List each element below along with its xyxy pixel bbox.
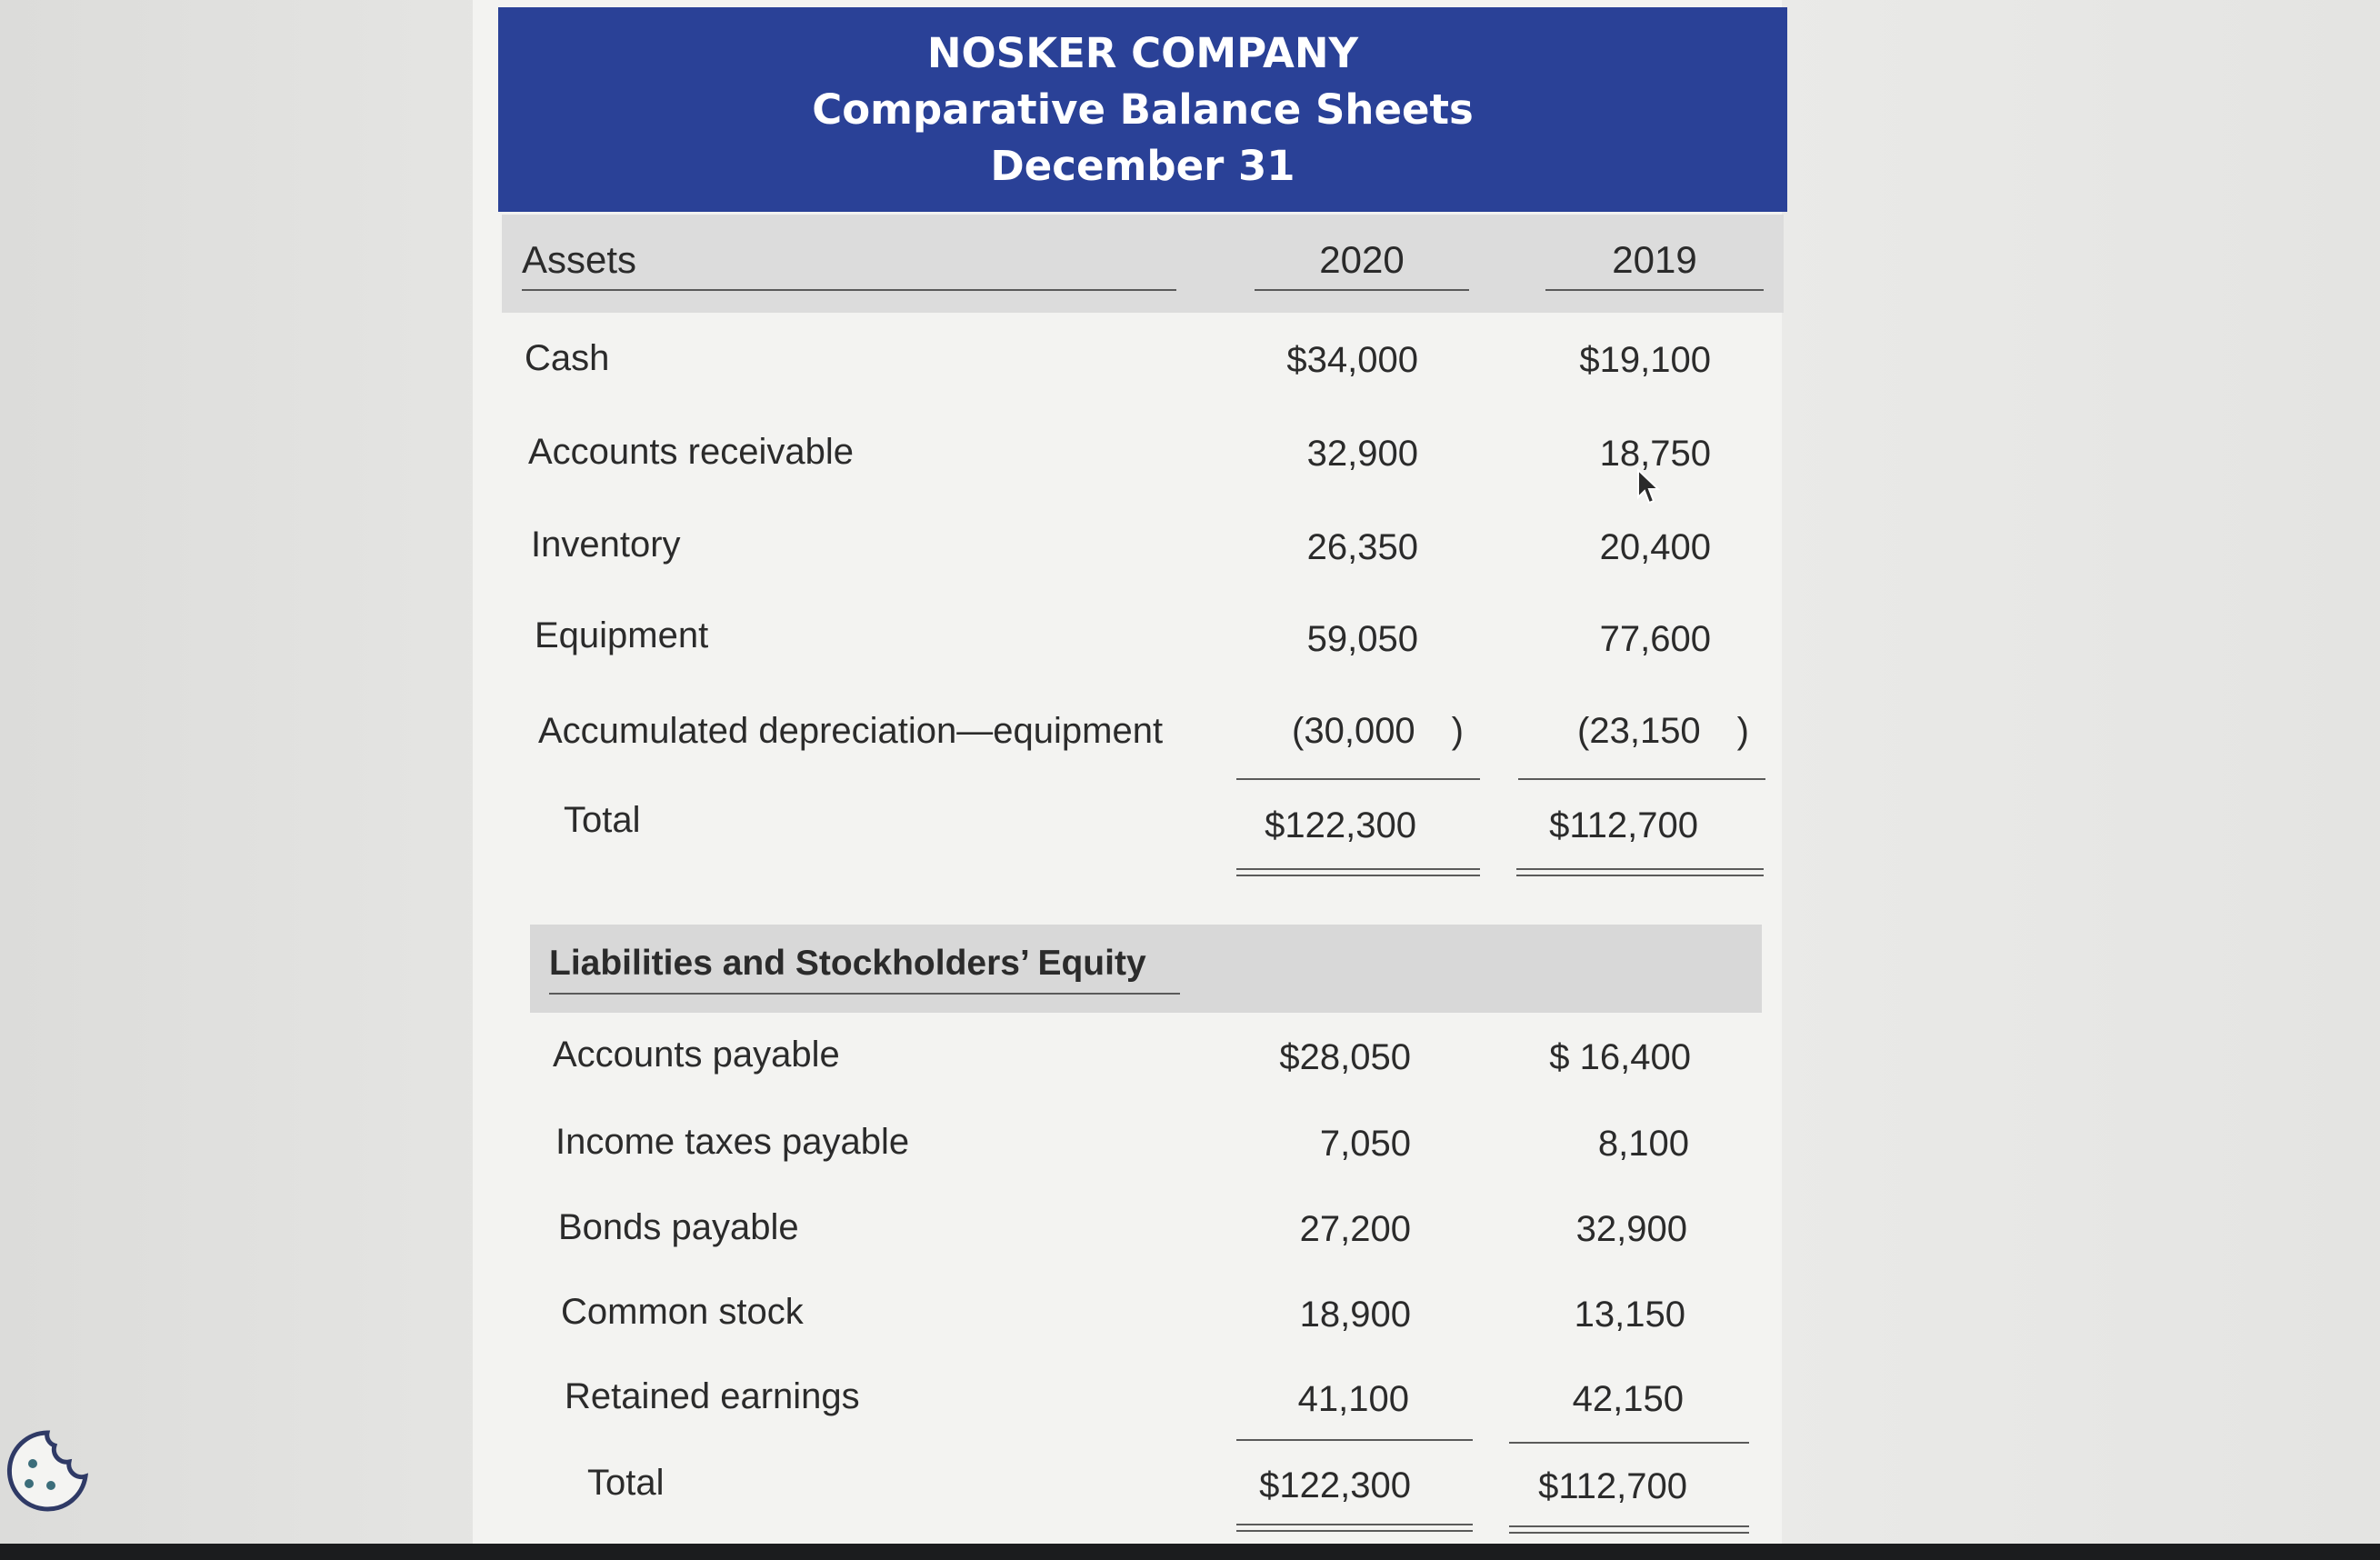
asset-cash-2020: $34,000 — [1286, 340, 1418, 380]
statement-title: Comparative Balance Sheets — [812, 85, 1474, 134]
asset-total-label: Total — [564, 800, 641, 840]
liabilities-heading-underline — [549, 993, 1180, 995]
column-2020-underline — [1255, 289, 1469, 291]
asset-equipment-2020: 59,050 — [1306, 619, 1418, 659]
asset-cash-2019: $19,100 — [1579, 340, 1711, 380]
equity-label-retained-earnings: Retained earnings — [565, 1376, 860, 1416]
mouse-pointer-icon — [1636, 468, 1664, 506]
liability-label-income-taxes: Income taxes payable — [555, 1122, 910, 1162]
asset-receivable-2020: 32,900 — [1306, 434, 1418, 474]
liability-total-2020: $122,300 — [1259, 1465, 1411, 1505]
column-2019-header: 2019 — [1612, 238, 1697, 281]
asset-depreciation-2019: (23,150 ) — [1577, 711, 1749, 751]
liability-2020-subtotal-line — [1236, 1439, 1473, 1441]
liability-label-accounts-payable: Accounts payable — [553, 1035, 840, 1075]
asset-label-accounts-receivable: Accounts receivable — [528, 432, 854, 472]
cookie-icon[interactable] — [2, 1425, 93, 1516]
statement-date: December 31 — [990, 142, 1295, 190]
asset-total-2019: $112,700 — [1549, 805, 1698, 845]
asset-inventory-2019: 20,400 — [1599, 527, 1711, 567]
liability-payable-2020: $28,050 — [1279, 1037, 1411, 1077]
liability-2019-total-double-line — [1509, 1525, 1749, 1534]
liability-payable-2019: $ 16,400 — [1549, 1037, 1691, 1077]
asset-2020-subtotal-line — [1236, 778, 1480, 780]
liability-bonds-2019: 32,900 — [1575, 1209, 1687, 1249]
asset-receivable-2019: 18,750 — [1599, 434, 1711, 474]
asset-label-equipment: Equipment — [535, 615, 709, 655]
asset-total-2020: $122,300 — [1265, 805, 1416, 845]
asset-label-cash: Cash — [525, 338, 610, 378]
equity-retained-earnings-2020: 41,100 — [1297, 1379, 1409, 1419]
asset-2020-total-double-line — [1236, 868, 1480, 876]
liability-label-bonds-payable: Bonds payable — [558, 1207, 799, 1247]
liability-total-2019: $112,700 — [1538, 1466, 1687, 1506]
equity-common-stock-2020: 18,900 — [1299, 1295, 1411, 1335]
assets-heading: Assets — [522, 238, 637, 281]
asset-depreciation-2020: (30,000 ) — [1292, 711, 1464, 751]
liability-bonds-2020: 27,200 — [1299, 1209, 1411, 1249]
column-2020-header: 2020 — [1319, 238, 1405, 281]
asset-2019-subtotal-line — [1518, 778, 1765, 780]
liability-total-label: Total — [587, 1463, 665, 1503]
liability-2019-subtotal-line — [1509, 1442, 1749, 1444]
liability-taxes-2020: 7,050 — [1319, 1124, 1411, 1164]
asset-2019-total-double-line — [1516, 868, 1764, 876]
monitor-bezel — [0, 1544, 2380, 1560]
assets-heading-underline — [522, 289, 1176, 291]
equity-common-stock-2019: 13,150 — [1574, 1295, 1685, 1335]
column-2019-underline — [1545, 289, 1764, 291]
asset-inventory-2020: 26,350 — [1306, 527, 1418, 567]
asset-equipment-2019: 77,600 — [1599, 619, 1711, 659]
equity-label-common-stock: Common stock — [561, 1292, 804, 1332]
liability-taxes-2019: 8,100 — [1597, 1124, 1689, 1164]
asset-label-inventory: Inventory — [531, 525, 681, 565]
liabilities-heading: Liabilities and Stockholders’ Equity — [549, 944, 1146, 983]
asset-label-accumulated-depreciation: Accumulated depreciation—equipment — [538, 711, 1164, 751]
equity-retained-earnings-2019: 42,150 — [1572, 1379, 1684, 1419]
company-name: NOSKER COMPANY — [926, 29, 1359, 77]
statement-header — [498, 7, 1787, 212]
liability-2020-total-double-line — [1236, 1524, 1473, 1532]
